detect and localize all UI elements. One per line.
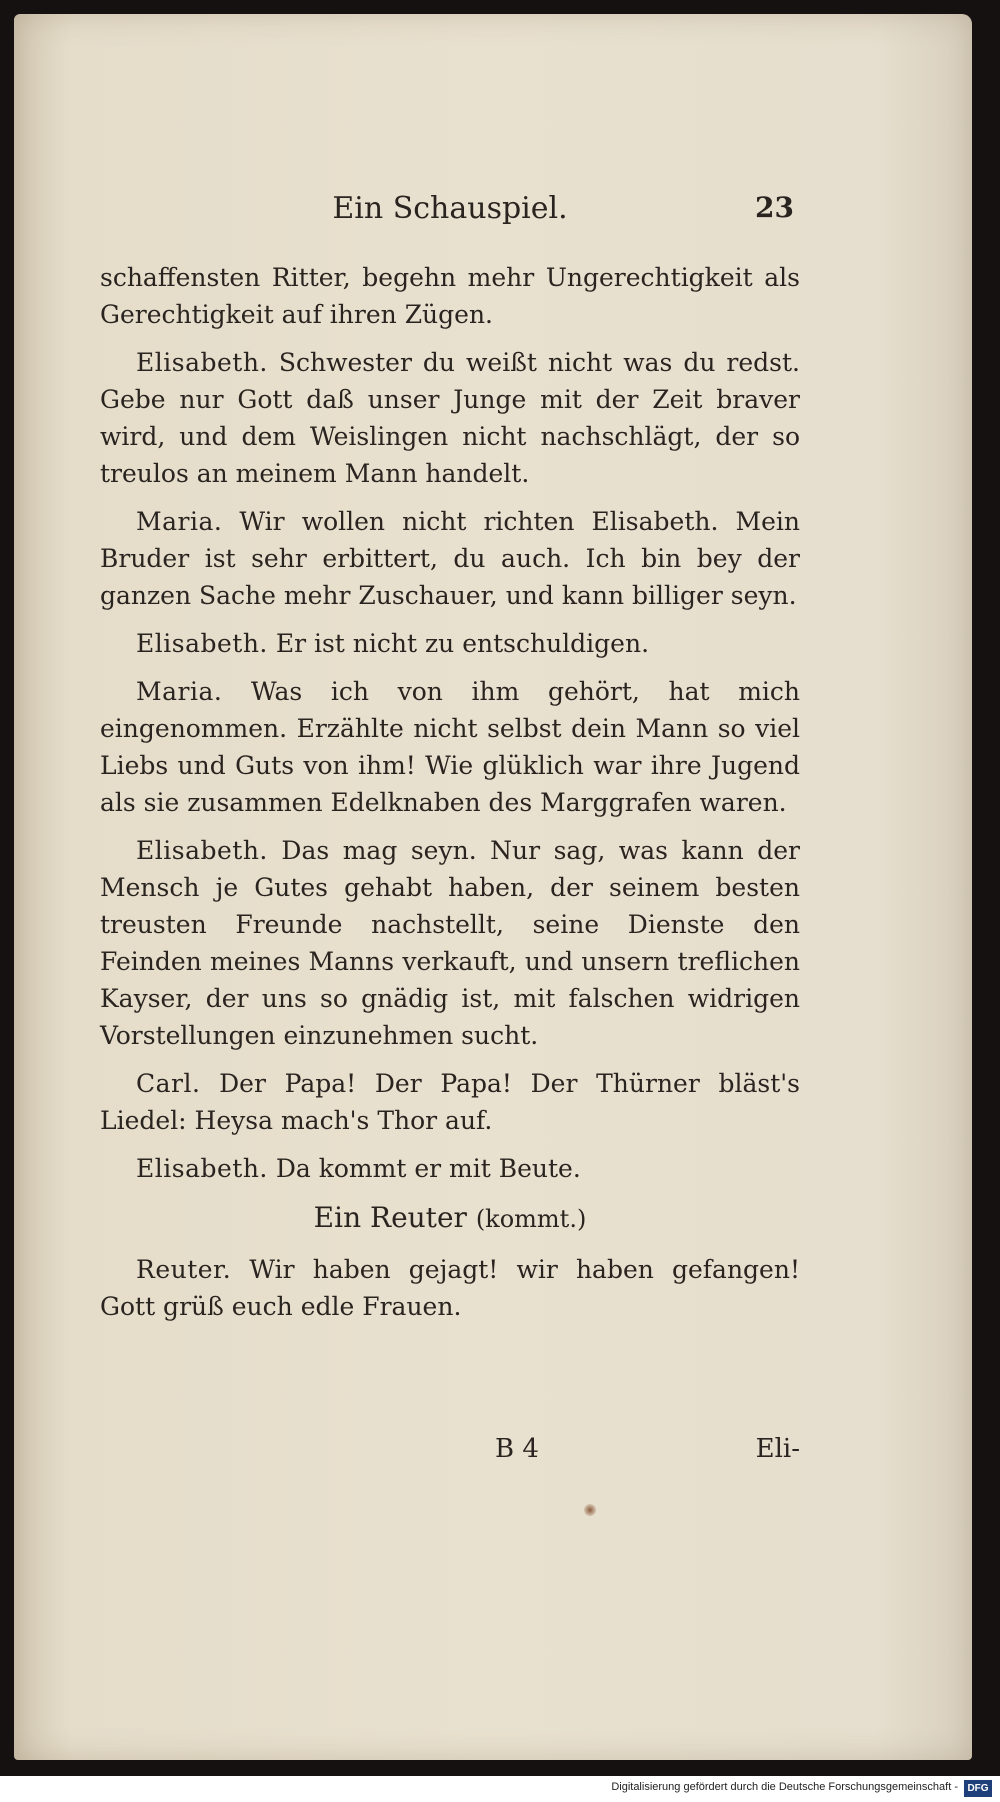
body-text: [100, 259, 800, 1336]
paper-stain: [584, 1504, 596, 1516]
paragraph-text: Wir wollen nicht richten Elisabeth. Mein Bruder ist sehr erbittert, du auch. Ich bin bey der ganzen Sache mehr Zuschauer, und kann billiger seyn.: [100, 507, 800, 610]
paragraph-text: Der Papa! Der Papa! Der Thürner bläst's Liedel: Heysa mach's Thor auf.: [100, 1069, 800, 1135]
speaker-name: Maria.: [136, 507, 223, 536]
paragraph: [100, 625, 800, 662]
paragraph: [100, 832, 800, 1054]
credit-bar: [0, 1776, 1000, 1802]
speaker-name: Reuter.: [136, 1255, 232, 1284]
stage-note: (kommt.): [475, 1205, 587, 1233]
paragraph-text: Wir haben gejagt! wir haben gefangen! Gott grüß euch edle Frauen.: [100, 1255, 800, 1321]
page-footer: [100, 1434, 800, 1474]
paragraph-text: Das mag seyn. Nur sag, was kann der Mensch je Gutes gehabt haben, der seinem besten treusten Freunde nachstellt, seine Dienste den Feinden meines Manns verkauft, und unsern treflichen Kayser, der uns so gnädig ist, mit falschen widrigen Vorstellungen einzunehmen sucht.: [100, 836, 800, 1050]
dfg-logo: DFG: [964, 1780, 992, 1797]
paragraph: [100, 344, 800, 492]
book-page: [14, 14, 972, 1760]
paragraph-text: Schwester du weißt nicht was du redst. Gebe nur Gott daß unser Junge mit der Zeit braver wird, und dem Weislingen nicht nachschlägt, der so treulos an meinem Mann handelt.: [100, 348, 800, 488]
signature-mark: B 4: [495, 1434, 539, 1464]
speaker-name: Elisabeth.: [136, 629, 268, 658]
paragraph: [100, 1065, 800, 1139]
paragraph: [100, 1251, 800, 1325]
paragraph-text: Da kommt er mit Beute.: [275, 1154, 581, 1183]
running-head: [100, 189, 800, 229]
paragraph-text: Was ich von ihm gehört, hat mich eingenommen. Erzählte nicht selbst dein Mann so viel Liebs und Guts von ihm! Wie glüklich war ihre Jugend als sie zusammen Edelknaben des Marggrafen waren.: [100, 677, 800, 817]
catchword: Eli-: [755, 1434, 800, 1464]
stage-direction: [100, 1198, 800, 1239]
credit-text: Digitalisierung gefördert durch die Deutsche Forschungsgemeinschaft -: [611, 1781, 958, 1793]
speaker-name: Elisabeth.: [136, 1154, 268, 1183]
paragraph: [100, 673, 800, 821]
paragraph-text: schaffensten Ritter, begehn mehr Ungerechtigkeit als Gerechtigkeit auf ihren Zügen.: [100, 263, 800, 329]
speaker-name: Elisabeth.: [136, 836, 268, 865]
paragraph: [100, 503, 800, 614]
paragraph: [100, 1150, 800, 1187]
speaker-name: Carl.: [136, 1069, 201, 1098]
paragraph: [100, 259, 800, 333]
running-title: Ein Schauspiel.: [332, 191, 568, 226]
speaker-name: Elisabeth.: [136, 348, 268, 377]
speaker-name: Maria.: [136, 677, 223, 706]
paragraph-text: Er ist nicht zu entschuldigen.: [275, 629, 650, 658]
stage-character: Ein Reuter: [313, 1201, 467, 1234]
page-number: 23: [755, 191, 794, 224]
